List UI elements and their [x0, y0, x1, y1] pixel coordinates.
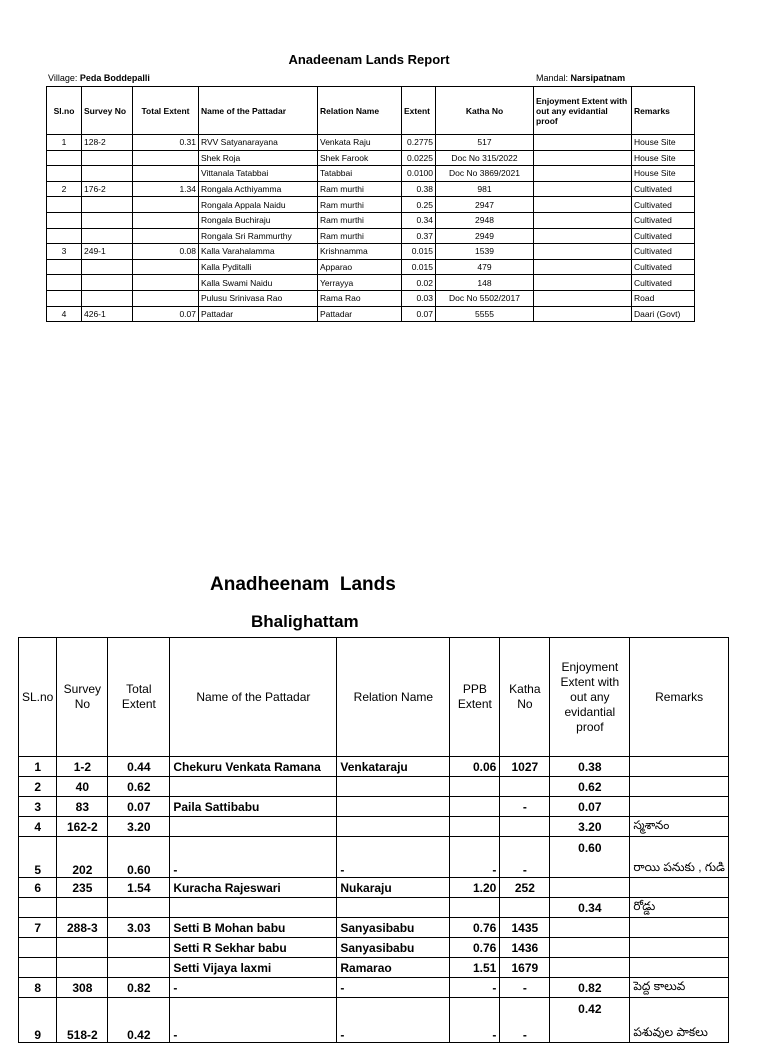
cell-pattadar: Setti Vijaya laxmi [170, 958, 337, 978]
header-remarks: Remarks [632, 87, 695, 135]
table-row [47, 228, 695, 244]
header-pattadar: Name of the Pattadar [199, 87, 318, 135]
cell-remarks [630, 918, 729, 938]
cell-survey-no: 202 [57, 837, 108, 878]
cell-pattadar: Rongala Appala Naidu [199, 197, 318, 213]
cell-enjoyment [550, 958, 630, 978]
cell-total-extent [108, 958, 170, 978]
village-value: Peda Boddepalli [79, 73, 150, 83]
table-row [47, 259, 695, 275]
cell-total-extent [133, 275, 199, 291]
cell-extent: 0.38 [402, 181, 436, 197]
cell-survey-no: 176-2 [82, 181, 133, 197]
cell-katha-no: - [500, 978, 550, 998]
cell-survey-no: 1-2 [57, 757, 108, 777]
cell-survey-no [57, 958, 108, 978]
cell-total-extent [133, 290, 199, 306]
cell-slno [47, 259, 82, 275]
table-row [47, 290, 695, 306]
cell-total-extent: 0.31 [133, 135, 199, 151]
cell-remarks: రోడ్డు [630, 898, 729, 918]
cell-enjoyment [534, 135, 632, 151]
cell-survey-no: 288-3 [57, 918, 108, 938]
cell-katha-no: 1027 [500, 757, 550, 777]
cell-remarks: Cultivated [632, 181, 695, 197]
cell-pattadar: Kuracha Rajeswari [170, 878, 337, 898]
cell-katha-no: 981 [436, 181, 534, 197]
table-row [47, 135, 695, 151]
cell-survey-no: 83 [57, 797, 108, 817]
table-row [19, 958, 729, 978]
header-enjoyment: Enjoyment Extent with out any evidantial proof [534, 87, 632, 135]
cell-katha-no: 1539 [436, 244, 534, 260]
cell-relation: - [337, 837, 450, 878]
cell-total-extent [108, 898, 170, 918]
cell-remarks: Cultivated [632, 259, 695, 275]
cell-slno: 9 [19, 998, 57, 1043]
cell-survey-no [82, 150, 133, 166]
cell-survey-no: 249-1 [82, 244, 133, 260]
cell-pattadar: Kalla Varahalamma [199, 244, 318, 260]
cell-enjoyment: 0.07 [550, 797, 630, 817]
table-row [47, 306, 695, 322]
cell-relation: Tatabbai [318, 166, 402, 182]
cell-slno [47, 290, 82, 306]
cell-total-extent: 1.54 [108, 878, 170, 898]
cell-relation: Krishnamma [318, 244, 402, 260]
header-total-extent: Total Extent [108, 638, 170, 757]
table-row [19, 898, 729, 918]
cell-survey-no: 518-2 [57, 998, 108, 1043]
cell-relation [337, 777, 450, 797]
cell-remarks: Daari (Govt) [632, 306, 695, 322]
cell-remarks [630, 878, 729, 898]
cell-katha-no: - [500, 998, 550, 1043]
cell-pattadar [170, 898, 337, 918]
table-row [47, 166, 695, 182]
table-row [19, 817, 729, 837]
table-row [19, 757, 729, 777]
cell-katha-no: 1435 [500, 918, 550, 938]
cell-katha-no: 479 [436, 259, 534, 275]
cell-pattadar: Rongala Sri Rammurthy [199, 228, 318, 244]
cell-survey-no: 162-2 [57, 817, 108, 837]
cell-total-extent [133, 212, 199, 228]
cell-relation: Yerrayya [318, 275, 402, 291]
cell-pattadar: Rongala Buchiraju [199, 212, 318, 228]
cell-remarks: Road [632, 290, 695, 306]
cell-remarks: Cultivated [632, 275, 695, 291]
table-row [19, 978, 729, 998]
cell-enjoyment: 0.38 [550, 757, 630, 777]
cell-slno: 7 [19, 918, 57, 938]
cell-remarks: Cultivated [632, 212, 695, 228]
report1-header-row [47, 87, 695, 135]
cell-slno [47, 197, 82, 213]
cell-remarks: House Site [632, 150, 695, 166]
cell-katha-no: 5555 [436, 306, 534, 322]
cell-remarks [630, 797, 729, 817]
cell-enjoyment [534, 228, 632, 244]
cell-relation: - [337, 998, 450, 1043]
report2-subtitle: Bhalighattam [251, 612, 359, 631]
cell-survey-no [82, 228, 133, 244]
cell-survey-no [82, 212, 133, 228]
cell-enjoyment [534, 290, 632, 306]
cell-pattadar [170, 777, 337, 797]
cell-survey-no: 128-2 [82, 135, 133, 151]
cell-enjoyment [534, 259, 632, 275]
cell-survey-no [82, 275, 133, 291]
cell-relation: Sanyasibabu [337, 938, 450, 958]
cell-survey-no: 426-1 [82, 306, 133, 322]
cell-survey-no: 235 [57, 878, 108, 898]
cell-enjoyment: 0.34 [550, 898, 630, 918]
cell-enjoyment: 3.20 [550, 817, 630, 837]
cell-slno: 3 [19, 797, 57, 817]
cell-remarks [630, 938, 729, 958]
cell-relation [337, 797, 450, 817]
cell-relation: Apparao [318, 259, 402, 275]
cell-pattadar: RVV Satyanarayana [199, 135, 318, 151]
table-row [19, 878, 729, 898]
cell-katha-no [500, 898, 550, 918]
cell-relation: Sanyasibabu [337, 918, 450, 938]
header-total-extent: Total Extent [133, 87, 199, 135]
cell-pattadar: Chekuru Venkata Ramana [170, 757, 337, 777]
cell-survey-no: 40 [57, 777, 108, 797]
cell-slno: 2 [19, 777, 57, 797]
cell-relation: Nukaraju [337, 878, 450, 898]
header-enjoyment: Enjoyment Extent with out any evidantial proof [550, 638, 630, 757]
table-row [19, 837, 729, 878]
cell-slno [47, 228, 82, 244]
header-katha-no: Katha No [500, 638, 550, 757]
cell-ppb-extent [450, 777, 500, 797]
cell-ppb-extent [450, 898, 500, 918]
cell-pattadar: Shek Roja [199, 150, 318, 166]
cell-katha-no: - [500, 837, 550, 878]
cell-relation [337, 898, 450, 918]
cell-total-extent [133, 197, 199, 213]
cell-slno [19, 958, 57, 978]
report1-table [46, 86, 695, 322]
cell-enjoyment: 0.60 [550, 837, 630, 878]
header-ppb-extent: PPB Extent [450, 638, 500, 757]
cell-relation: Rama Rao [318, 290, 402, 306]
cell-slno: 1 [19, 757, 57, 777]
cell-pattadar: - [170, 837, 337, 878]
cell-slno [47, 150, 82, 166]
cell-ppb-extent: 1.20 [450, 878, 500, 898]
cell-relation: Ram murthi [318, 197, 402, 213]
cell-slno [47, 275, 82, 291]
cell-relation: Ram murthi [318, 212, 402, 228]
cell-extent: 0.37 [402, 228, 436, 244]
cell-slno [19, 938, 57, 958]
cell-ppb-extent: 0.76 [450, 938, 500, 958]
cell-remarks [630, 777, 729, 797]
table-row [19, 998, 729, 1043]
table-row [47, 181, 695, 197]
table-row [19, 938, 729, 958]
cell-total-extent: 0.42 [108, 998, 170, 1043]
cell-katha-no: 252 [500, 878, 550, 898]
report2-title: Anadheenam Lands [210, 574, 396, 595]
table-row [47, 244, 695, 260]
cell-total-extent: 1.34 [133, 181, 199, 197]
cell-katha-no [500, 777, 550, 797]
cell-survey-no: 308 [57, 978, 108, 998]
cell-enjoyment [534, 181, 632, 197]
header-pattadar: Name of the Pattadar [170, 638, 337, 757]
cell-total-extent: 0.60 [108, 837, 170, 878]
village-label: Village: [48, 73, 78, 83]
cell-enjoyment: 0.82 [550, 978, 630, 998]
cell-slno: 5 [19, 837, 57, 878]
cell-pattadar: Rongala Acthiyamma [199, 181, 318, 197]
cell-extent: 0.03 [402, 290, 436, 306]
cell-slno: 6 [19, 878, 57, 898]
cell-remarks: Cultivated [632, 197, 695, 213]
header-survey-no: Survey No [82, 87, 133, 135]
cell-katha-no: 2948 [436, 212, 534, 228]
cell-enjoyment [534, 197, 632, 213]
cell-relation: Pattadar [318, 306, 402, 322]
cell-total-extent [133, 228, 199, 244]
cell-slno [47, 212, 82, 228]
cell-extent: 0.015 [402, 244, 436, 260]
cell-relation [337, 817, 450, 837]
mandal-value: Narsipatnam [570, 73, 626, 83]
report2-header-row [19, 638, 729, 757]
cell-slno: 3 [47, 244, 82, 260]
cell-katha-no: 517 [436, 135, 534, 151]
header-relation: Relation Name [337, 638, 450, 757]
cell-ppb-extent: - [450, 837, 500, 878]
mandal-field [536, 73, 625, 83]
cell-total-extent: 0.08 [133, 244, 199, 260]
cell-enjoyment [534, 166, 632, 182]
cell-survey-no [82, 290, 133, 306]
cell-katha-no: 1436 [500, 938, 550, 958]
cell-enjoyment: 0.62 [550, 777, 630, 797]
cell-katha-no [500, 817, 550, 837]
cell-slno: 4 [47, 306, 82, 322]
cell-ppb-extent: - [450, 998, 500, 1043]
report2-table [18, 637, 729, 1043]
cell-enjoyment [534, 212, 632, 228]
cell-total-extent [133, 259, 199, 275]
header-survey-no: Survey No [57, 638, 108, 757]
cell-enjoyment [550, 938, 630, 958]
cell-pattadar: Pulusu Srinivasa Rao [199, 290, 318, 306]
cell-pattadar: Pattadar [199, 306, 318, 322]
cell-extent: 0.2775 [402, 135, 436, 151]
cell-pattadar: - [170, 998, 337, 1043]
cell-relation: Ram murthi [318, 181, 402, 197]
cell-ppb-extent: 1.51 [450, 958, 500, 978]
cell-total-extent: 0.82 [108, 978, 170, 998]
village-field [48, 73, 150, 83]
cell-enjoyment [534, 275, 632, 291]
cell-enjoyment [550, 918, 630, 938]
header-relation: Relation Name [318, 87, 402, 135]
header-slno: SL.no [19, 638, 57, 757]
cell-extent: 0.02 [402, 275, 436, 291]
cell-ppb-extent: - [450, 978, 500, 998]
cell-survey-no [57, 898, 108, 918]
cell-remarks [630, 757, 729, 777]
cell-total-extent [133, 150, 199, 166]
cell-slno [47, 166, 82, 182]
cell-relation: Venkataraju [337, 757, 450, 777]
cell-total-extent: 0.44 [108, 757, 170, 777]
cell-remarks: Cultivated [632, 228, 695, 244]
cell-pattadar: Kalla Swami Naidu [199, 275, 318, 291]
cell-katha-no: 2949 [436, 228, 534, 244]
cell-slno [19, 898, 57, 918]
cell-katha-no: 1679 [500, 958, 550, 978]
cell-slno: 1 [47, 135, 82, 151]
cell-ppb-extent: 0.06 [450, 757, 500, 777]
cell-total-extent: 3.03 [108, 918, 170, 938]
cell-katha-no: 148 [436, 275, 534, 291]
cell-enjoyment [534, 306, 632, 322]
cell-relation: Ramarao [337, 958, 450, 978]
cell-relation: Ram murthi [318, 228, 402, 244]
cell-remarks: పశువుల పాకలు [630, 998, 729, 1043]
cell-katha-no: Doc No 315/2022 [436, 150, 534, 166]
cell-katha-no: Doc No 3869/2021 [436, 166, 534, 182]
cell-total-extent [133, 166, 199, 182]
header-remarks: Remarks [630, 638, 729, 757]
cell-remarks: House Site [632, 135, 695, 151]
cell-survey-no [82, 197, 133, 213]
cell-pattadar: Vittanala Tatabbai [199, 166, 318, 182]
cell-remarks [630, 958, 729, 978]
cell-extent: 0.015 [402, 259, 436, 275]
cell-slno: 4 [19, 817, 57, 837]
cell-extent: 0.0225 [402, 150, 436, 166]
cell-slno: 8 [19, 978, 57, 998]
table-row [19, 777, 729, 797]
cell-pattadar: Paila Sattibabu [170, 797, 337, 817]
cell-katha-no: 2947 [436, 197, 534, 213]
header-extent: Extent [402, 87, 436, 135]
cell-enjoyment: 0.42 [550, 998, 630, 1043]
cell-extent: 0.34 [402, 212, 436, 228]
table-row [47, 275, 695, 291]
cell-pattadar [170, 817, 337, 837]
mandal-label: Mandal: [536, 73, 569, 83]
cell-relation: - [337, 978, 450, 998]
cell-total-extent: 3.20 [108, 817, 170, 837]
cell-survey-no [82, 166, 133, 182]
cell-extent: 0.25 [402, 197, 436, 213]
cell-relation: Shek Farook [318, 150, 402, 166]
cell-survey-no [57, 938, 108, 958]
cell-pattadar: Kalla Pyditalli [199, 259, 318, 275]
cell-enjoyment [534, 244, 632, 260]
cell-survey-no [82, 259, 133, 275]
cell-remarks: House Site [632, 166, 695, 182]
header-slno: Sl.no [47, 87, 82, 135]
cell-remarks: రాయి పనుకు , గుడి [630, 837, 729, 878]
cell-total-extent: 0.07 [108, 797, 170, 817]
cell-remarks: పెద్ద కాలువ [630, 978, 729, 998]
cell-total-extent: 0.07 [133, 306, 199, 322]
table-row [47, 197, 695, 213]
cell-enjoyment [534, 150, 632, 166]
cell-remarks: స్మశానం [630, 817, 729, 837]
report1-title: Anadeenam Lands Report [288, 52, 450, 67]
cell-slno: 2 [47, 181, 82, 197]
cell-ppb-extent [450, 817, 500, 837]
cell-remarks: Cultivated [632, 244, 695, 260]
cell-total-extent: 0.62 [108, 777, 170, 797]
table-row [19, 918, 729, 938]
cell-extent: 0.07 [402, 306, 436, 322]
table-row [19, 797, 729, 817]
cell-pattadar: Setti B Mohan babu [170, 918, 337, 938]
cell-enjoyment [550, 878, 630, 898]
cell-extent: 0.0100 [402, 166, 436, 182]
cell-total-extent [108, 938, 170, 958]
header-katha-no: Katha No [436, 87, 534, 135]
table-row [47, 212, 695, 228]
cell-pattadar: Setti R Sekhar babu [170, 938, 337, 958]
table-row [47, 150, 695, 166]
cell-pattadar: - [170, 978, 337, 998]
cell-ppb-extent: 0.76 [450, 918, 500, 938]
cell-katha-no: - [500, 797, 550, 817]
cell-relation: Venkata Raju [318, 135, 402, 151]
cell-katha-no: Doc No 5502/2017 [436, 290, 534, 306]
cell-ppb-extent [450, 797, 500, 817]
